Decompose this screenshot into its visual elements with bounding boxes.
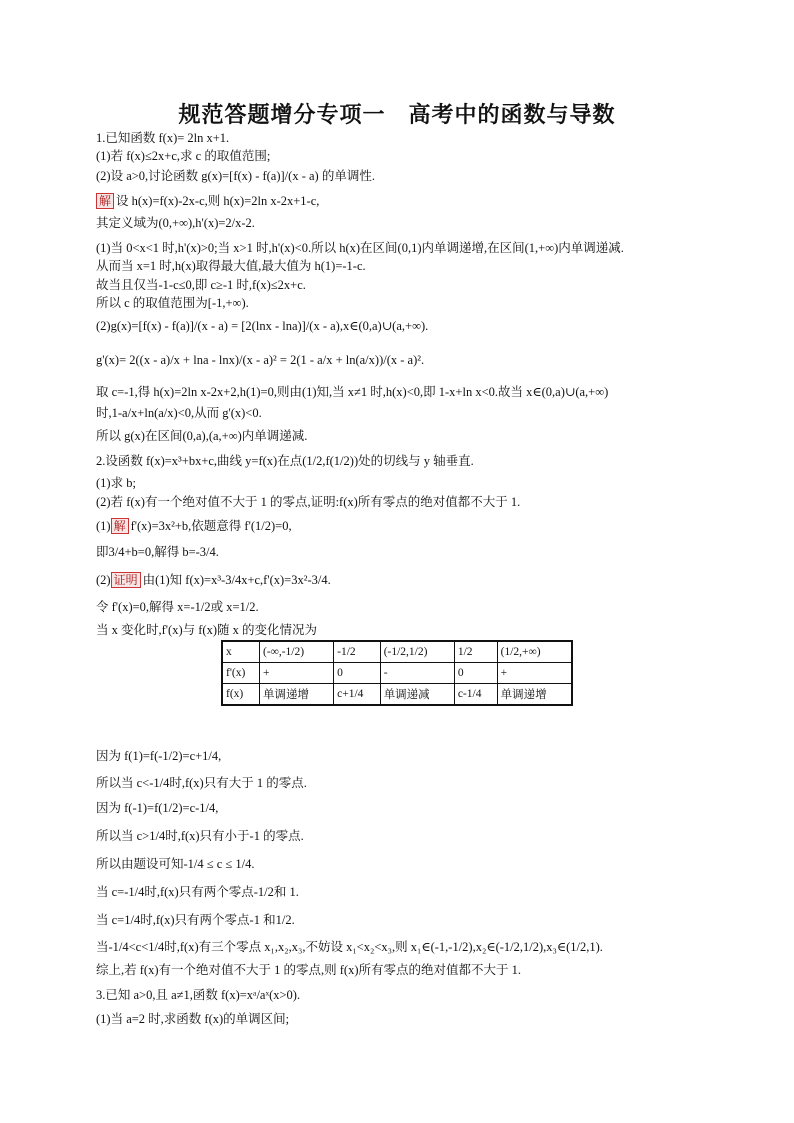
solution-1-conclusion-a: 时,1-a/x+ln(a/x)<0,从而 g'(x)<0. [96, 406, 262, 420]
jie-tag-2: 解 [111, 518, 129, 534]
jie-tag: 解 [96, 193, 114, 209]
solution-2-case-5: 当-1/4<c<1/4时,f(x)有三个零点 x₁,x₂,x₃,不妨设 x₁<x₂<x₃,则 x₁∈(-1,-1/2),x₂∈(-1/2,1/2),x₃∈(1/2,1). [96, 940, 603, 954]
table-row [222, 663, 572, 684]
solution-2-case-4: 当 c=1/4时,f(x)只有两个零点-1 和1/2. [96, 913, 295, 927]
table-cell: + [497, 663, 572, 684]
table-row [222, 641, 572, 663]
table-cell: 0 [454, 663, 497, 684]
solution-2-f1: 因为 f(1)=f(-1/2)=c+1/4, [96, 749, 222, 763]
table-cell: 1/2 [454, 641, 497, 663]
solution-2-case-1: 所以当 c<-1/4时,f(x)只有大于 1 的零点. [96, 776, 307, 790]
solution-1-domain: 其定义域为(0,+∞),h'(x)=2/x-2. [96, 216, 255, 230]
problem-2-statement: 2.设函数 f(x)=x³+bx+c,曲线 y=f(x)在点(1/2,f(1/2))处的切线与 y 轴垂直. [96, 454, 474, 468]
problem-3-part-1: (1)当 a=2 时,求函数 f(x)的单调区间; [96, 1012, 290, 1026]
table-cell: (-∞,-1/2) [260, 641, 334, 663]
solution-1-derivative: g'(x)= 2((x - a)/x + lna - lnx)/(x - a)² = 2(1 - a/x + ln(a/x))/(x - a)². [96, 353, 425, 367]
table-cell: -1/2 [334, 641, 381, 663]
solution-1-maximum: 从而当 x=1 时,h(x)取得最大值,最大值为 h(1)=-1-c. [96, 259, 366, 273]
solution-1-conclusion-b: 所以 g(x)在区间(0,a),(a,+∞)内单调递减. [96, 429, 308, 443]
table-cell: f(x) [222, 684, 260, 706]
table-cell: (-1/2,1/2) [380, 641, 454, 663]
solution-1-start: 解 设 h(x)=f(x)-2x-c,则 h(x)=2ln x-2x+1-c, [96, 193, 319, 209]
table-cell: 单调递减 [380, 684, 454, 706]
problem-1-statement: 1.已知函数 f(x)= 2ln x+1. [96, 131, 230, 145]
table-cell: x [222, 641, 260, 663]
table-cell: c+1/4 [334, 684, 381, 706]
table-cell: f'(x) [222, 663, 260, 684]
table-cell: (1/2,+∞) [497, 641, 572, 663]
problem-3-statement: 3.已知 a>0,且 a≠1,函数 f(x)=xᵃ/aˣ(x>0). [96, 988, 301, 1002]
problem-2-part-2: (2)若 f(x)有一个绝对值不大于 1 的零点,证明:f(x)所有零点的绝对值都不大于 1. [96, 495, 521, 509]
solution-2-case-2: 所以当 c>1/4时,f(x)只有小于-1 的零点. [96, 829, 304, 843]
solution-2-table-intro: 当 x 变化时,f'(x)与 f(x)随 x 的变化情况为 [96, 623, 317, 637]
solution-2-summary: 综上,若 f(x)有一个绝对值不大于 1 的零点,则 f(x)所有零点的绝对值都不大于 1. [96, 963, 521, 977]
table-cell: 单调递增 [260, 684, 334, 706]
solution-2-bound: 所以由题设可知-1/4 ≤ c ≤ 1/4. [96, 857, 255, 871]
table-cell: 0 [334, 663, 381, 684]
table-cell: 单调递增 [497, 684, 572, 706]
solution-2-part1: (1) 解 f'(x)=3x²+b,依题意得 f'(1/2)=0, [96, 519, 292, 533]
problem-1-part-1: (1)若 f(x)≤2x+c,求 c 的取值范围; [96, 149, 271, 163]
table-cell: c-1/4 [454, 684, 497, 706]
problem-1-part-2: (2)设 a>0,讨论函数 g(x)=[f(x) - f(a)]/(x - a) 的单调性. [96, 169, 375, 183]
table-row [222, 684, 572, 706]
solution-2-f-minus-1: 因为 f(-1)=f(1/2)=c-1/4, [96, 801, 219, 815]
problem-2-part-1: (1)求 b; [96, 476, 136, 490]
solution-1-take-c: 取 c=-1,得 h(x)=2ln x-2x+2,h(1)=0,则由(1)知,当 x≠1 时,h(x)<0,即 1-x+ln x<0.故当 x∈(0,a)∪(a,+∞) [96, 385, 609, 399]
solution-1-monotonic: (1)当 0<x<1 时,h'(x)>0;当 x>1 时,h'(x)<0.所以 h(x)在区间(0,1)内单调递增,在区间(1,+∞)内单调递减. [96, 241, 624, 255]
page-title: 规范答题增分专项一 高考中的函数与导数 [178, 103, 616, 128]
solution-1-range: 所以 c 的取值范围为[-1,+∞). [96, 296, 249, 310]
solution-2-case-3: 当 c=-1/4时,f(x)只有两个零点-1/2和 1. [96, 885, 299, 899]
variation-table [221, 640, 573, 706]
solution-1-condition: 故当且仅当-1-c≤0,即 c≥-1 时,f(x)≤2x+c. [96, 278, 306, 292]
solution-2-part2: (2) 证明 由(1)知 f(x)=x³-3/4x+c,f'(x)=3x²-3/4. [96, 573, 331, 587]
zhengming-tag: 证明 [111, 572, 141, 588]
table-cell: + [260, 663, 334, 684]
solution-1-part2-g: (2)g(x)=[f(x) - f(a)]/(x - a) = [2(lnx - lna)]/(x - a),x∈(0,a)∪(a,+∞). [96, 319, 429, 333]
table-cell: - [380, 663, 454, 684]
solution-2-b: 即3/4+b=0,解得 b=-3/4. [96, 545, 219, 559]
solution-2-critical: 令 f'(x)=0,解得 x=-1/2或 x=1/2. [96, 600, 259, 614]
